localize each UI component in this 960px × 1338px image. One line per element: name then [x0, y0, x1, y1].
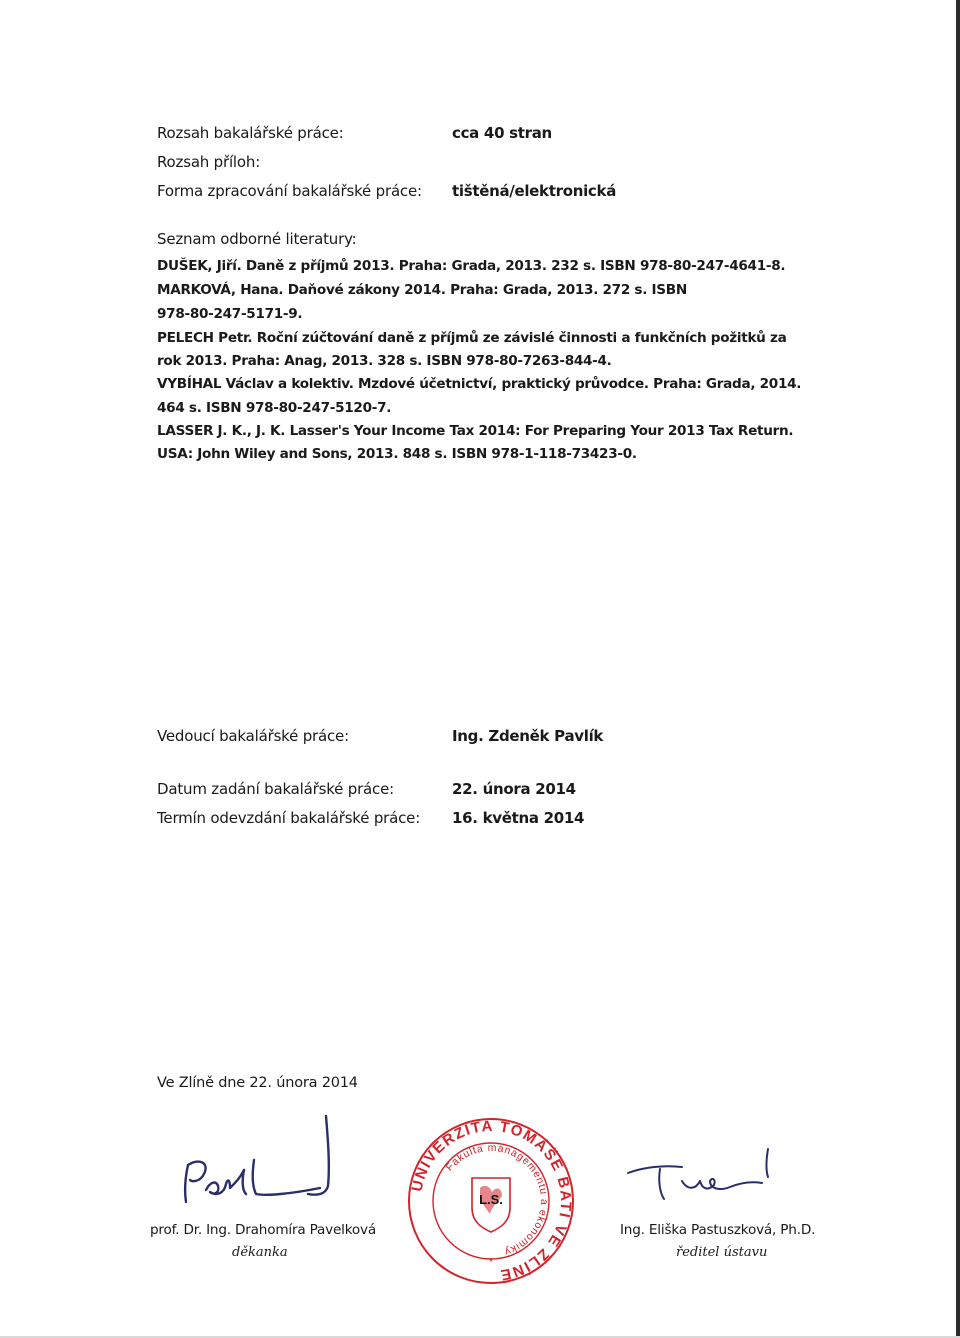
- literature-line: 978-80-247-5171-9.: [157, 306, 303, 322]
- assigned-date-value: 22. února 2014: [452, 780, 576, 798]
- svg-text:UNIVERZITA TOMÁŠE BATI VE ZLÍN: UNIVERZITA TOMÁŠE BATI VE ZLÍNĚ: [408, 1117, 575, 1284]
- literature-line: 464 s. ISBN 978-80-247-5120-7.: [157, 400, 392, 416]
- svg-text:L.S.: L.S.: [479, 1192, 503, 1207]
- right-signatory-role: ředitel ústavu: [676, 1245, 768, 1260]
- right-signatory-name: Ing. Eliška Pastuszková, Ph.D.: [620, 1222, 816, 1238]
- deadline-value: 16. května 2014: [452, 809, 585, 827]
- literature-heading: Seznam odborné literatury:: [157, 230, 357, 248]
- supervisor-label: Vedoucí bakalářské práce:: [157, 727, 349, 745]
- literature-line: rok 2013. Praha: Anag, 2013. 328 s. ISBN 978-80-7263-844-4.: [157, 353, 612, 369]
- svg-text:Fakulta managementu a ekonomik: Fakulta managementu a ekonomiky: [443, 1141, 551, 1259]
- appendix-label: Rozsah příloh:: [157, 153, 261, 171]
- literature-line: USA: John Wiley and Sons, 2013. 848 s. ISBN 978-1-118-73423-0.: [157, 446, 637, 462]
- form-label: Forma zpracování bakalářské práce:: [157, 182, 422, 200]
- right-signature: [620, 1145, 780, 1215]
- left-signatory-role: děkanka: [232, 1245, 288, 1260]
- left-signatory-name: prof. Dr. Ing. Drahomíra Pavelková: [150, 1222, 376, 1238]
- assigned-date-label: Datum zadání bakalářské práce:: [157, 780, 394, 798]
- form-value: tištěná/elektronická: [452, 182, 617, 200]
- literature-line: MARKOVÁ, Hana. Daňové zákony 2014. Praha: Grada, 2013. 272 s. ISBN: [157, 282, 687, 298]
- left-signature: [170, 1110, 350, 1220]
- scan-edge: [956, 0, 960, 1338]
- literature-line: VYBÍHAL Václav a kolektiv. Mzdové účetnictví, praktický průvodce. Praha: Grada, 2014.: [157, 376, 802, 392]
- stamp-seal: [409, 1118, 575, 1285]
- literature-line: DUŠEK, Jiří. Daně z příjmů 2013. Praha: Grada, 2013. 232 s. ISBN 978-80-247-4641-8.: [157, 258, 786, 274]
- supervisor-value: Ing. Zdeněk Pavlík: [452, 727, 604, 745]
- svg-text:*: *: [488, 1255, 494, 1269]
- deadline-label: Termín odevzdání bakalářské práce:: [157, 809, 421, 827]
- literature-line: PELECH Petr. Roční zúčtování daně z příjmů ze závislé činnosti a funkčních požitků za: [157, 330, 787, 346]
- place-date: Ve Zlíně dne 22. února 2014: [157, 1075, 358, 1091]
- scope-value: cca 40 stran: [452, 124, 552, 142]
- scope-label: Rozsah bakalářské práce:: [157, 124, 344, 142]
- literature-line: LASSER J. K., J. K. Lasser's Your Income Tax 2014: For Preparing Your 2013 Tax Return.: [157, 423, 794, 439]
- university-stamp: [406, 1116, 576, 1286]
